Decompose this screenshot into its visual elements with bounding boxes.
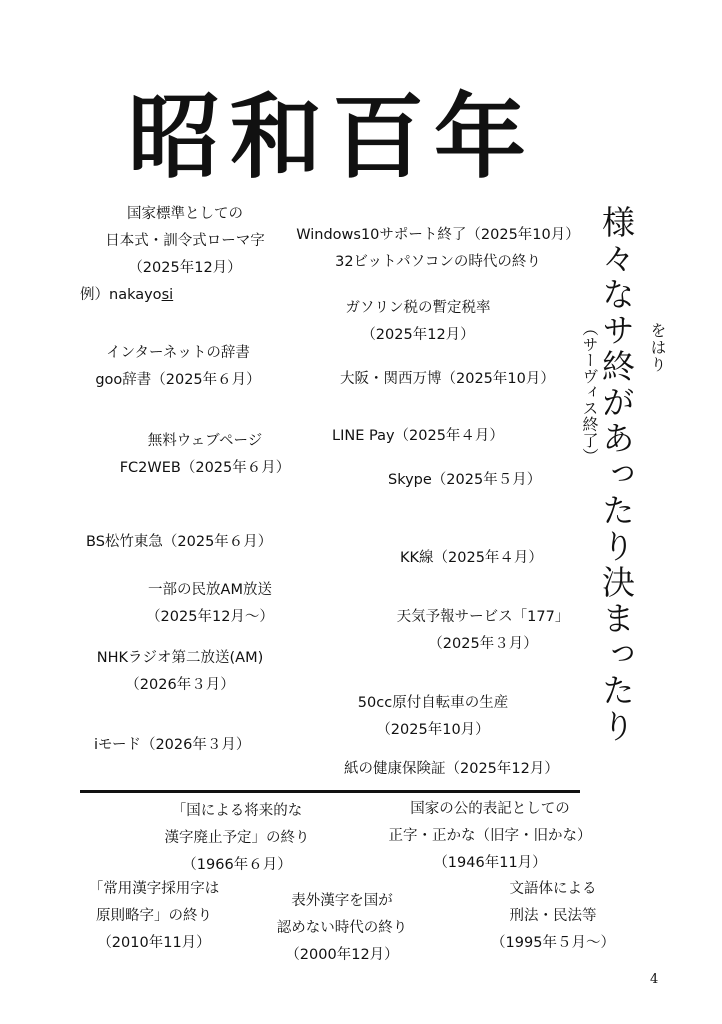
- item-windows: Windows10サポート終了（2025年10月） 32ビットパソコンの時代の終り: [296, 227, 580, 270]
- item-imode: iモード（2026年３月）: [94, 737, 251, 753]
- item-nhk: NHKラジオ第二放送(AM) （2026年３月）: [96, 650, 264, 693]
- item-expo: 大阪・関西万博（2025年10月）: [340, 371, 555, 387]
- item-romaji-example: 例）nakayosi: [80, 287, 174, 303]
- item-goo: インターネットの辞書 goo辞書（2025年６月）: [95, 345, 261, 388]
- item-kana: 国家の公的表記としての 正字・正かな（旧字・旧かな） （1946年11月）: [388, 801, 592, 871]
- page-number: 4: [650, 972, 659, 987]
- item-insurance: 紙の健康保険証（2025年12月）: [344, 761, 559, 777]
- vertical-annotation-service: （サーヴィス終了）: [580, 320, 599, 464]
- item-bungo: 文語体による 刑法・民法等 （1995年５月～）: [491, 881, 615, 951]
- divider: [80, 790, 580, 793]
- item-gasoline: ガソリン税の暫定税率 （2025年12月）: [345, 300, 491, 343]
- item-linepay: LINE Pay（2025年４月）: [332, 428, 504, 444]
- item-moped: 50cc原付自転車の生産 （2025年10月）: [357, 695, 509, 738]
- item-kanji-abolition: 「国による将来的な 漢字廃止予定」の終り （1966年６月）: [164, 803, 310, 873]
- item-hyogai: 表外漢字を国が 認めない時代の終り （2000年12月）: [276, 893, 408, 963]
- item-weather: 天気予報サービス「177」 （2025年３月）: [396, 609, 570, 652]
- vertical-heading: 様々なサ終があったり決まったり: [597, 205, 636, 745]
- vertical-annotation-wo: をはり: [648, 322, 667, 373]
- item-fc2: 無料ウェブページ FC2WEB（2025年６月）: [119, 433, 291, 476]
- item-bs: BS松竹東急（2025年６月）: [86, 534, 273, 550]
- item-ryakuji: 「常用漢字採用字は 原則略字」の終り （2010年11月）: [88, 881, 220, 951]
- item-am: 一部の民放AM放送 （2025年12月～）: [146, 582, 274, 625]
- page-title: 昭和百年: [128, 84, 537, 191]
- item-kk: KK線（2025年４月）: [400, 550, 543, 566]
- item-romaji: 国家標準としての 日本式・訓令式ローマ字 （2025年12月）: [105, 206, 265, 276]
- item-skype: Skype（2025年５月）: [388, 472, 542, 488]
